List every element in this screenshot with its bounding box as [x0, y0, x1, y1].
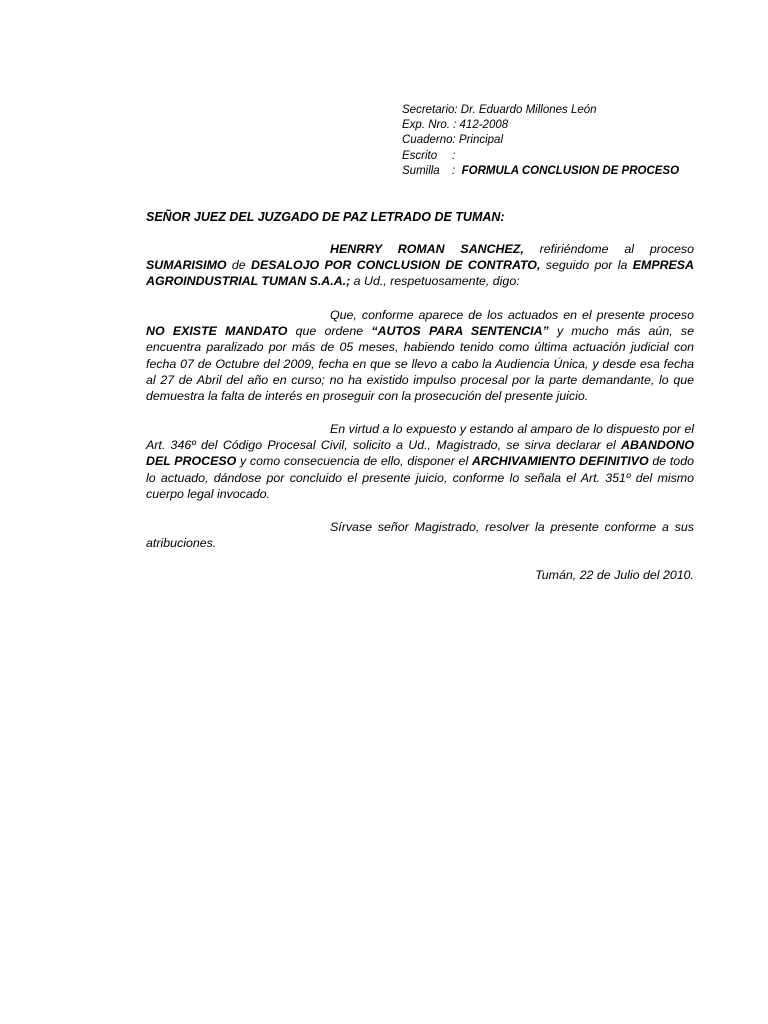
p1-text-4: a Ud., respetuosamente, digo:	[350, 274, 520, 289]
paragraph-introduction	[146, 241, 694, 290]
sumilla-label: Sumilla	[402, 164, 440, 177]
header-expediente	[402, 118, 732, 133]
secretario-label: Secretario	[402, 104, 455, 116]
defendant-name: EMPRESA AGROINDUSTRIAL TUMAN S.A.A.;	[146, 258, 695, 289]
p2-bold-2: “AUTOS PARA SENTENCIA”	[371, 324, 549, 339]
exp-value: : 412-2008	[453, 119, 509, 132]
cuaderno-label: Cuaderno	[402, 134, 453, 147]
p3-bold-2: ARCHIVAMIENTO DEFINITIVO	[471, 454, 649, 469]
p4-text-1: Sírvase señor Magistrado, resolver la presente conforme a sus atribuciones.	[146, 520, 694, 551]
escrito-label: Escrito	[402, 149, 438, 162]
cuaderno-value: : Principal	[452, 134, 504, 147]
sumilla-value: FORMULA CONCLUSION DE PROCESO	[461, 164, 680, 177]
p2-text-3: y mucho más aún, se encuentra paralizado por más de 05 meses, habiendo tenido como última actuación judicial con fecha 07 de Octubre del 2009, fecha en que se llevo a cabo la Audiencia Única, y desde esa fecha al 27 de Abril del año en curso; no ha existido impulso procesal por la parte demandante, lo que demuestra la falta de interés en proseguir con la prosecución del presente juicio.	[146, 324, 694, 404]
p3-text-3: de todo lo actuado, dándose por concluido el presente juicio, conforme lo señala el Art. 351º del mismo cuerpo legal invocado.	[146, 454, 694, 501]
escrito-value: :	[452, 149, 456, 162]
header-escrito	[402, 149, 732, 164]
case-header	[402, 103, 732, 179]
p3-text-2: y como consecuencia de ello, disponer el	[236, 454, 472, 469]
exp-label: Exp. Nro.	[402, 119, 454, 132]
place-and-date: Tumán, 22 de Julio del 2010.	[535, 568, 694, 582]
addressee-heading: SEÑOR JUEZ DEL JUZGADO DE PAZ LETRADO DE TUMAN:	[146, 210, 505, 224]
case-subject: DESALOJO POR CONCLUSION DE CONTRATO,	[251, 258, 541, 273]
secretario-value: : Dr. Eduardo Millones León	[454, 104, 597, 116]
p2-bold-1: NO EXISTE MANDATO	[146, 324, 288, 339]
p1-text-2: de	[226, 258, 252, 273]
paragraph-closing-request	[146, 519, 694, 551]
sumilla-colon: :	[452, 164, 456, 177]
p2-text-1: Que, conforme aparece de los actuados en el presente proceso	[330, 308, 694, 322]
header-cuaderno	[402, 133, 732, 148]
paragraph-request	[146, 421, 694, 502]
paragraph-facts	[146, 307, 694, 404]
process-type: SUMARISIMO	[146, 258, 227, 273]
p2-text-2: que ordene	[287, 324, 372, 339]
p3-bold-1: ABANDONO DEL PROCESO	[146, 438, 694, 469]
header-secretario	[402, 103, 732, 118]
p3-text-1: En virtud a lo expuesto y estando al amparo de lo dispuesto por el Art. 346º del Código Procesal Civil, solicito a Ud., Magistrado, se sirva declarar el	[146, 422, 694, 453]
p1-text-3: seguido por la	[540, 258, 633, 273]
petitioner-name: HENRRY ROMAN SANCHEZ,	[330, 242, 524, 256]
p1-text-1: refiriéndome al proceso	[523, 242, 694, 256]
header-sumilla	[402, 164, 732, 179]
